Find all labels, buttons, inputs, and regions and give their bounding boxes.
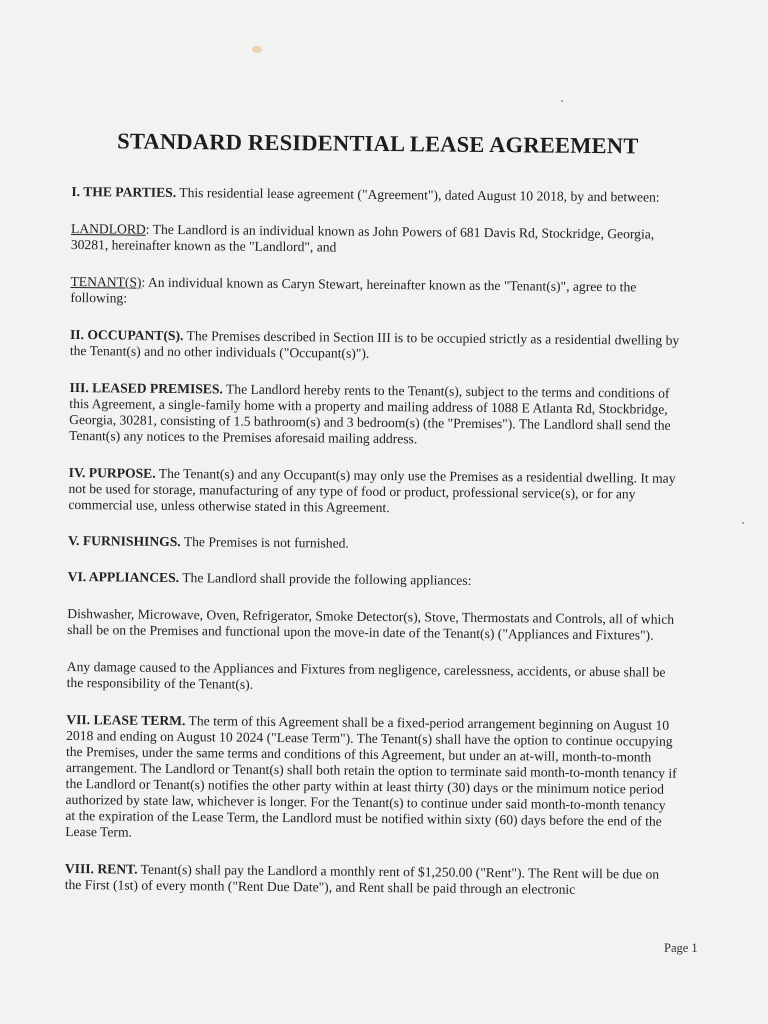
document-title: STANDARD RESIDENTIAL LEASE AGREEMENT — [117, 128, 639, 159]
tenant-label: TENANT(S) — [70, 273, 142, 290]
section-heading: I. THE PARTIES. — [71, 183, 177, 201]
section-rent — [65, 861, 677, 899]
section-text: The term of this Agreement shall be a fixed-period arrangement beginning on August 10 2018 and ending on August 10 2024 ("Lease Term"). The Tenant(s) shall have the option to continue occupying the Premises, under the same terms and conditions of this Agreement, but under an at-will, month-to-month arrangement. The Landlord or Tenant(s) shall both retain the option to terminate said month-to-month tenancy if the Landlord or Tenant(s) notifies the other party within at least thirty (30) days or the minimum notice period authorized by state law, whichever is longer. For the Tenant(s) to continue under said month-to-month tenancy at the expiration of the Lease Term, the Landlord must be notified within sixty (60) days before the end of the Lease Term. — [65, 713, 677, 840]
section-lease-term — [65, 712, 678, 846]
page-number: Page 1 — [664, 941, 698, 955]
paper-speck — [561, 100, 563, 102]
section-parties — [71, 184, 683, 206]
section-heading: II. OCCUPANT(S). — [69, 326, 184, 344]
section-heading: V. FURNISHINGS. — [67, 532, 181, 550]
landlord-clause — [71, 221, 683, 259]
section-text: The Landlord hereby rents to the Tenant(s), subject to the terms and conditions of this Agreement, a single-family home with a property and mailing address of 1088 E Atlanta Rd, Stockbridge, Georgia, 30281, consisting of 1.5 bathroom(s) and 3 bedroom(s) (the "Premises"). The Landlord shall send the Tenant(s) any notices to the Premises aforesaid mailing address. — [68, 381, 671, 447]
paper-smudge — [252, 46, 262, 53]
section-text: The Premises described in Section III is to be occupied strictly as a residential dwelling by the Tenant(s) and no other individuals ("Occupant(s)"). — [69, 328, 680, 361]
section-text: The Tenant(s) and any Occupant(s) may only use the Premises as a residential dwelling. It may not be used for storage, manufacturing of any type of food or product, professional service(s), or for any commercial use, unless otherwise stated in this Agreement. — [68, 465, 676, 516]
section-heading: VIII. RENT. — [64, 860, 138, 877]
appliances-list: Dishwasher, Microwave, Oven, Refrigerator, Smoke Detector(s), Stove, Thermostats and Controls, all of which shall be on the Premises and functional upon the move-in date of the Tenant(s) ("Appliances and Fixtures"). — [67, 605, 675, 643]
paper-speck — [742, 522, 744, 524]
section-text: The Landlord shall provide the following appliances: — [179, 570, 472, 588]
tenant-clause — [70, 274, 682, 312]
section-text: This residential lease agreement ("Agreement"), dated August 10 2018, by and between: — [176, 185, 660, 205]
section-appliances — [68, 569, 680, 591]
landlord-label: LANDLORD — [70, 220, 146, 237]
section-leased-premises — [69, 380, 682, 450]
tenant-text: : An individual known as Caryn Stewart, hereinafter known as the "Tenant(s)", agree to the following: — [70, 274, 637, 306]
section-occupants — [70, 327, 682, 365]
document-body — [65, 128, 684, 913]
section-purpose — [68, 465, 680, 519]
section-heading: VI. APPLIANCES. — [67, 568, 180, 586]
section-heading: III. LEASED PREMISES. — [69, 379, 223, 397]
appliances-damage-clause: Any damage caused to the Appliances and Fixtures from negligence, carelessness, accidents, or abuse shall be the responsibility of the Tenant(s). — [66, 658, 666, 692]
section-text: Tenant(s) shall pay the Landlord a monthly rent of $1,250.00 ("Rent"). The Rent will be due on the First (1st) of every month ("Rent Due Date"), and Rent shall be paid through an electronic — [64, 861, 660, 897]
section-text: The Premises is not furnished. — [180, 534, 349, 551]
section-furnishings — [68, 533, 680, 555]
section-heading: VII. LEASE TERM. — [66, 711, 186, 729]
section-heading: IV. PURPOSE. — [68, 464, 156, 481]
landlord-text: : The Landlord is an individual known as John Powers of 681 Davis Rd, Stockridge, Georgia, 30281, hereinafter known as the "Landlord", and — [70, 221, 655, 255]
